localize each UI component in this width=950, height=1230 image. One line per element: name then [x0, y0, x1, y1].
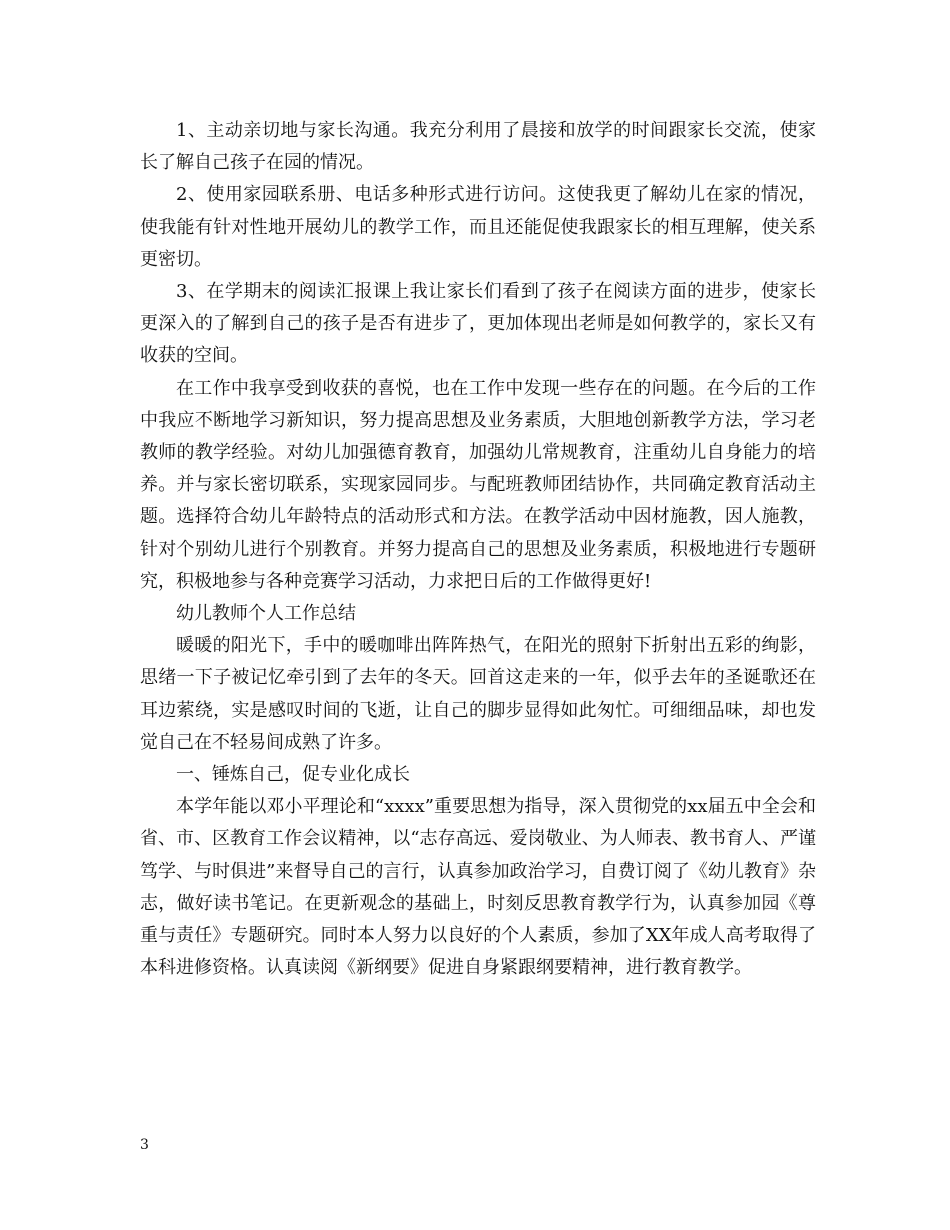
paragraph-parent-communication: 1、主动亲切地与家长沟通。我充分利用了晨接和放学的时间跟家长交流，使家长了解自己孩子在园的情况。 — [140, 120, 816, 174]
page-number: 3 — [140, 1137, 149, 1153]
section-title-summary: 幼儿教师个人工作总结 — [176, 603, 356, 625]
section-heading-self-improvement: 一、锤炼自己，促专业化成长 — [176, 764, 410, 786]
paragraph-home-visits: 2、使用家园联系册、电话多种形式进行访问。这使我更了解幼儿在家的情况，使我能有针对性地开展幼儿的教学工作，而且还能促使我跟家长的相互理解，使关系更密切。 — [140, 184, 816, 270]
paragraph-introduction: 暖暖的阳光下，手中的暖咖啡出阵阵热气，在阳光的照射下折射出五彩的绚影，思绪一下子被记忆牵引到了去年的冬天。回首这走来的一年，似乎去年的圣诞歌还在耳边萦绕，实是感叹时间的飞逝，让自己的脚步显得如此匆忙。可细细品味，却也发觉自己在不轻易间成熟了许多。 — [140, 635, 816, 753]
paragraph-reading-report: 3、在学期末的阅读汇报课上我让家长们看到了孩子在阅读方面的进步，使家长更深入的了解到自己的孩子是否有进步了，更加体现出老师是如何教学的，家长又有收获的空间。 — [140, 281, 816, 367]
paragraph-professional-growth: 本学年能以邓小平理论和“xxxx”重要思想为指导，深入贯彻党的xx届五中全会和省、市、区教育工作会议精神，以“志存高远、爱岗敬业、为人师表、教书育人、严谨笃学、与时俱进”来督导自己的言行，认真参加政治学习，自费订阅了《幼儿教育》杂志，做好读书笔记。在更新观念的基础上，时刻反思教育教学行为，认真参加园《尊重与责任》专题研究。同时本人努力以良好的个人素质，参加了XX年成人高考取得了本科进修资格。认真读阅《新纲要》促进自身紧跟纲要精神，进行教育教学。 — [140, 796, 816, 979]
document-body — [140, 115, 816, 984]
paragraph-work-reflection: 在工作中我享受到收获的喜悦，也在工作中发现一些存在的问题。在今后的工作中我应不断地学习新知识，努力提高思想及业务素质，大胆地创新教学方法，学习老教师的教学经验。对幼儿加强德育教育，加强幼儿常规教育，注重幼儿自身能力的培养。并与家长密切联系，实现家园同步。与配班教师团结协作，共同确定教育活动主题。选择符合幼儿年龄特点的活动形式和方法。在教学活动中因材施教，因人施教，针对个别幼儿进行个别教育。并努力提高自己的思想及业务素质，积极地进行专题研究，积极地参与各种竞赛学习活动，力求把日后的工作做得更好! — [140, 377, 816, 592]
